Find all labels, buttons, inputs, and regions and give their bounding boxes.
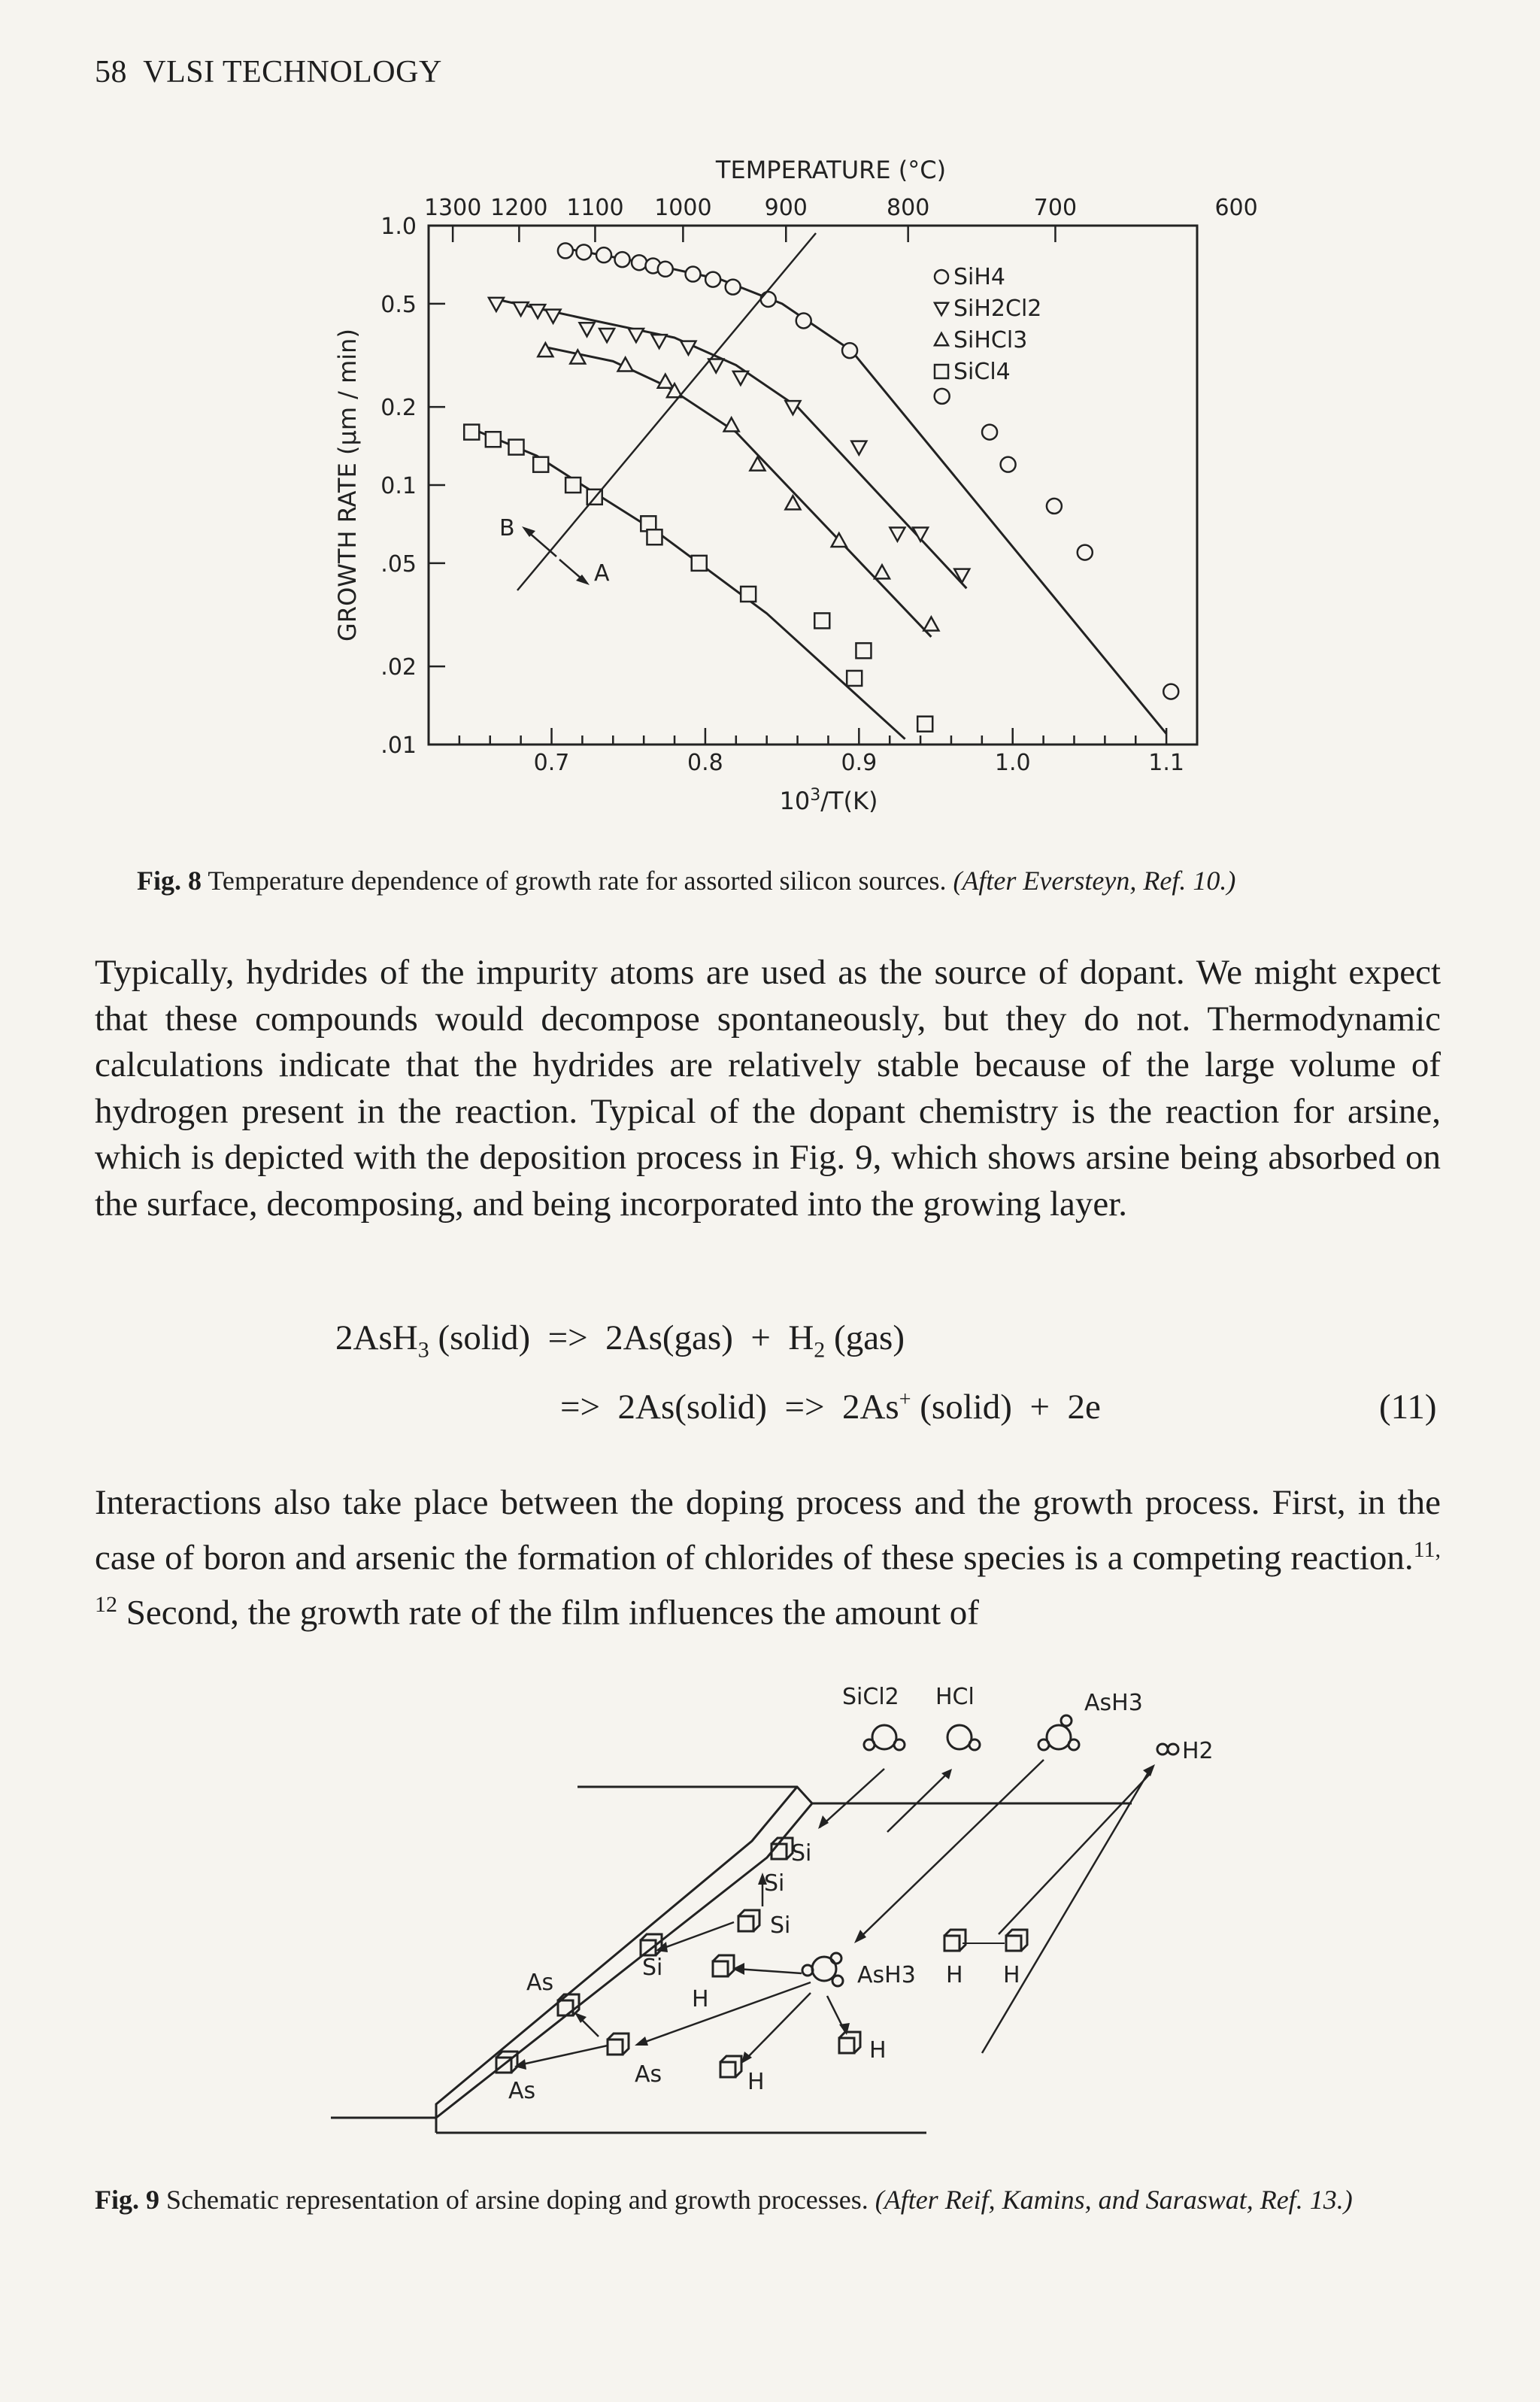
label-h-4: H	[869, 2037, 887, 2064]
label-h-3: H	[692, 1986, 709, 2012]
citation-refs: 11, 12	[95, 1536, 1441, 1617]
caption-label: Fig. 9	[95, 2185, 159, 2215]
h-cube	[608, 2034, 629, 2055]
data-point-circle	[1163, 684, 1178, 699]
data-point-circle	[705, 272, 720, 287]
body-paragraph-1: Typically, hydrides of the impurity atoms are used as the source of dopant. We might expect that these compounds would decompose spontaneously, but they do not. Thermodynamic calculations indicate that the hydrides are relatively stable because of the large volume of hydrogen present in the reaction. Typical of the dopant chemistry is the reaction for arsine, which is depicted with the deposition process in Fig. 9, which shows arsine being absorbed on the surface, decomposing, and being incorporated into the growing layer.	[95, 953, 1441, 1224]
data-point-square	[847, 671, 862, 686]
label-si-2: Si	[764, 1870, 785, 1897]
data-point-circle	[1001, 457, 1016, 472]
h-cube	[720, 2056, 741, 2077]
data-point-triangle-up	[658, 375, 673, 388]
wafer-steps-edge	[436, 1787, 797, 2118]
caption-source: (After Reif, Kamins, and Saraswat, Ref. 13.)	[875, 2185, 1353, 2215]
legend-entry: SiH2Cl2	[953, 296, 1042, 322]
data-point-triangle-down	[708, 359, 723, 372]
figure-9-schematic	[0, 1654, 1540, 2181]
label-as-2: As	[635, 2061, 662, 2088]
x-tick-label: 0.9	[841, 750, 878, 776]
label-sicl2: SiCl2	[842, 1684, 899, 1710]
label-as-3: As	[508, 2078, 536, 2104]
legend-entry: SiHCl3	[953, 327, 1028, 353]
label-si-3: Si	[770, 1912, 791, 1939]
x-tick-label: 1.0	[994, 750, 1031, 776]
b-a-guide-line	[517, 233, 816, 590]
label-h2: H2	[1182, 1738, 1214, 1764]
data-point-triangle-down	[629, 329, 644, 342]
data-point-triangle-up	[875, 565, 890, 578]
data-point-square	[533, 457, 548, 472]
hcl-molecule	[947, 1725, 980, 1750]
arrow-heads	[514, 1764, 1155, 2070]
header-title: VLSI TECHNOLOGY	[143, 55, 442, 89]
sicl2-molecule	[864, 1725, 905, 1750]
caption-label: Fig. 8	[137, 866, 202, 896]
legend-entry: SiH4	[953, 264, 1006, 290]
caption-text: Temperature dependence of growth rate for assorted silicon sources.	[208, 866, 947, 896]
data-point-circle	[842, 343, 857, 358]
h-cube	[839, 2032, 860, 2053]
data-point-triangle-down	[599, 329, 614, 342]
top-tick-label: 1300	[423, 195, 482, 221]
label-h-5: H	[747, 2069, 765, 2095]
top-tick-label: 1200	[490, 195, 548, 221]
y-tick-label: 1.0	[380, 214, 417, 240]
data-point-circle	[761, 292, 776, 307]
top-tick-label: 1000	[654, 195, 712, 221]
equation-number: (11)	[1379, 1388, 1437, 1427]
plot-frame	[429, 226, 1197, 745]
label-hcl: HCl	[935, 1684, 975, 1710]
data-point-triangle-up	[923, 617, 938, 630]
h-cube	[713, 1955, 734, 1976]
data-point-square	[486, 432, 501, 447]
body-paragraph-2: Interactions also take place between the doping process and the growth process. First, in the case of boron and arsenic the formation of chlorides of these species is a competing reaction.$^{11, 12}$ Second, the growth rate of the film influences the amount of	[95, 1483, 1441, 1633]
data-point-square	[647, 529, 662, 544]
si-cube	[738, 1910, 759, 1931]
figure-9-caption	[95, 2181, 1441, 2219]
ash3-molecule-adsorbed	[802, 1953, 843, 1986]
top-tick-label: 700	[1033, 195, 1078, 221]
y-tick-label: 0.1	[380, 473, 417, 499]
data-point-circle	[658, 262, 673, 277]
data-point-square	[565, 478, 581, 493]
h2-molecule	[1157, 1744, 1178, 1754]
y-tick-label: 0.5	[380, 291, 417, 318]
label-h-1: H	[946, 1962, 963, 1988]
top-tick-label: 900	[764, 195, 808, 221]
data-point-circle	[1078, 545, 1093, 560]
data-point-circle	[632, 255, 647, 270]
top-axis-title: TEMPERATURE (°C)	[715, 156, 947, 184]
caption-text: Schematic representation of arsine doping and growth processes.	[166, 2185, 869, 2215]
lattice-cube	[641, 1934, 662, 1955]
ash3-molecule-top	[1038, 1715, 1079, 1750]
data-point-triangle-down	[954, 569, 969, 583]
legend-entry: SiCl4	[953, 359, 1011, 385]
h-cube	[944, 1930, 966, 1951]
page-number: 58	[95, 55, 127, 89]
x-tick-label: 1.1	[1148, 750, 1184, 776]
data-point-square	[509, 440, 524, 455]
data-point-triangle-down	[733, 372, 748, 385]
data-point-triangle-down	[890, 528, 905, 541]
data-point-circle	[982, 425, 997, 440]
data-point-circle	[615, 252, 630, 267]
data-point-triangle-up	[538, 343, 553, 356]
arrow-label-b: B	[499, 515, 515, 541]
data-point-circle	[596, 247, 611, 262]
data-point-circle	[935, 270, 948, 284]
y-tick-label: .02	[380, 654, 417, 681]
h-cube	[1006, 1930, 1027, 1951]
figure-8-chart	[0, 0, 1540, 835]
data-point-circle	[558, 243, 573, 258]
x-tick-label: 0.8	[687, 750, 723, 776]
legend	[935, 264, 1041, 385]
label-ash3-top: AsH3	[1084, 1690, 1143, 1716]
data-point-triangle-down	[546, 310, 561, 323]
process-arrows	[519, 1760, 1150, 2065]
data-point-triangle-down	[530, 305, 545, 318]
label-h-2: H	[1003, 1962, 1020, 1988]
data-point-circle	[576, 244, 591, 259]
data-point-triangle-up	[935, 333, 948, 345]
label-ash3-mid: AsH3	[857, 1962, 916, 1988]
caption-source: (After Eversteyn, Ref. 10.)	[953, 866, 1236, 896]
data-point-triangle-down	[514, 302, 529, 316]
y-tick-label: .01	[380, 732, 417, 759]
label-as-1: As	[526, 1970, 554, 1996]
data-point-square	[935, 365, 948, 378]
data-point-triangle-down	[935, 303, 948, 315]
data-point-triangle-down	[652, 335, 667, 348]
data-point-square	[917, 717, 932, 732]
data-point-triangle-down	[681, 341, 696, 355]
y-tick-label: .05	[380, 550, 417, 578]
top-tick-label: 600	[1214, 195, 1258, 221]
x-axis-label: $10^3/T(K)$	[779, 786, 878, 815]
data-point-square	[856, 643, 871, 658]
top-tick-label: 1100	[566, 195, 624, 221]
x-tick-label: 0.7	[533, 750, 570, 776]
data-point-triangle-down	[489, 298, 504, 311]
data-point-triangle-down	[851, 441, 866, 455]
y-tick-label: 0.2	[380, 395, 417, 422]
fit-curve	[562, 248, 1166, 734]
arrow-a-line	[559, 560, 582, 579]
data-point-circle	[726, 280, 741, 295]
data-point-triangle-down	[580, 323, 595, 336]
fit-curve	[471, 429, 905, 739]
equation-11-line-1: 2AsH$_3$ (solid) => $2As(gas) + H_2$ (gas)	[335, 1318, 905, 1363]
data-point-circle	[796, 313, 811, 328]
top-tick-label: 800	[887, 195, 930, 221]
equation-11-line-2: => 2As(solid) => 2As+ (solid) + 2e	[560, 1388, 1101, 1427]
y-axis-label: GROWTH RATE (μm / min)	[333, 329, 362, 641]
label-si-4: Si	[642, 1955, 663, 1981]
arrow-b-line	[528, 532, 556, 557]
data-point-circle	[686, 267, 701, 282]
data-point-square	[692, 556, 707, 571]
figure-8-caption	[137, 862, 1445, 899]
data-point-circle	[935, 389, 950, 404]
data-point-circle	[1047, 499, 1062, 514]
arrow-label-a: A	[594, 560, 610, 587]
data-point-square	[464, 425, 479, 440]
data-point-square	[814, 613, 829, 628]
data-point-square	[741, 587, 756, 602]
fit-curve	[496, 299, 967, 588]
label-si-1: Si	[791, 1840, 812, 1867]
